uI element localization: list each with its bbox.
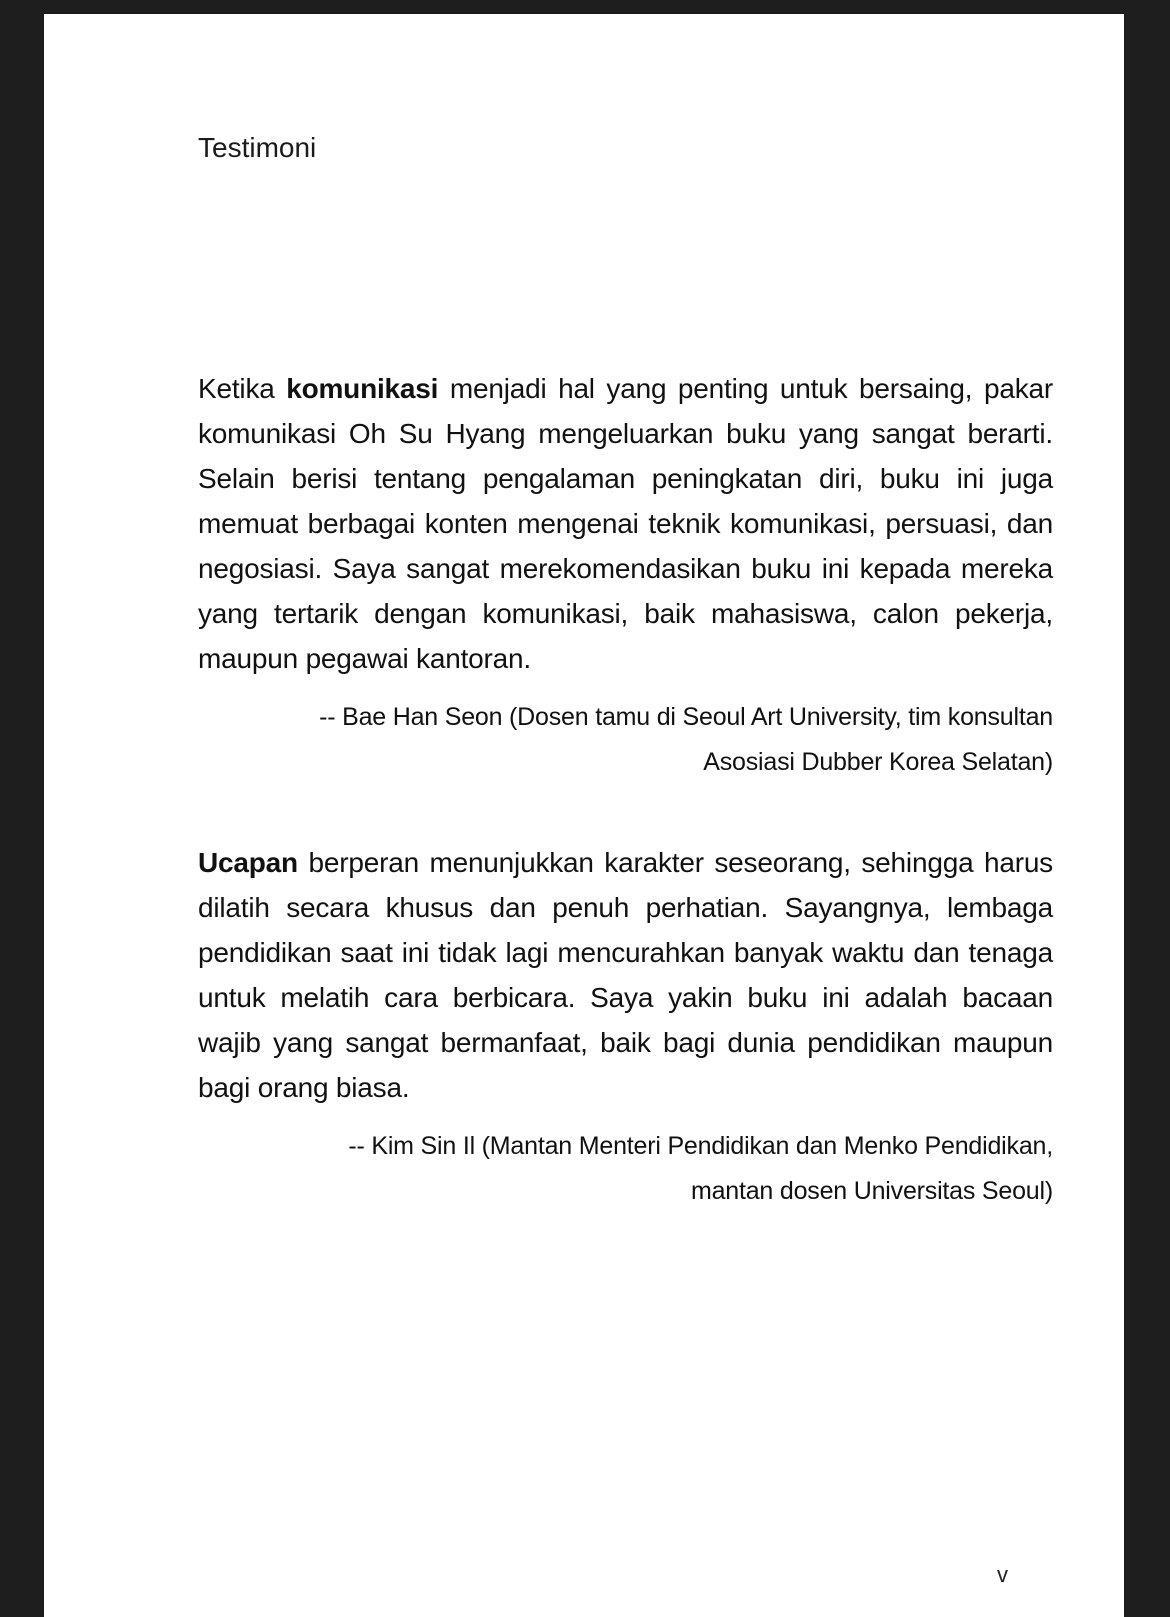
document-page <box>44 14 1124 1617</box>
attribution-line: mantan dosen Universitas Seoul) <box>690 1177 1053 1205</box>
quote-text-before: Ketika <box>198 373 287 404</box>
page-heading: Testimoni <box>198 132 317 163</box>
page-number: v <box>997 1562 1008 1587</box>
attribution-line: Asosiasi Dubber Korea Selatan) <box>703 748 1053 776</box>
testimonial-attribution <box>198 1124 1053 1214</box>
quote-text-after: menjadi hal yang penting untuk bersaing, pakar komunikasi Oh Su Hyang mengeluarkan buku yang sangat berarti. Selain berisi tentang pengalaman peningkatan diri, buku ini juga memuat berbagai konten mengenai teknik komunikasi, persuasi, dan negosiasi. Saya sangat merekomendasikan buku ini kepada mereka yang tertarik dengan komunikasi, baik mahasiswa, calon pekerja, maupun pegawai kantoran. <box>198 373 1054 674</box>
quote-text-after: berperan menunjukkan karakter seseorang, sehingga harus dilatih secara khusus dan penuh perhatian. Sayangnya, lembaga pendidikan saat ini tidak lagi mencurahkan banyak waktu dan tenaga untuk melatih cara berbicara. Saya yakin buku ini adalah bacaan wajib yang sangat bermanfaat, baik bagi dunia pendidikan maupun bagi orang biasa. <box>198 847 1053 1103</box>
testimonial-attribution <box>198 695 1053 785</box>
testimonial-quote <box>198 366 1053 681</box>
attribution-line: -- Kim Sin Il (Mantan Menteri Pendidikan dan Menko Pendidikan, <box>348 1132 1053 1160</box>
quote-keyword: komunikasi <box>286 373 439 404</box>
attribution-line: -- Bae Han Seon (Dosen tamu di Seoul Art University, tim konsultan <box>319 703 1053 731</box>
quote-keyword: Ucapan <box>198 847 298 878</box>
testimonial-quote <box>198 840 1053 1110</box>
testimonial <box>198 840 1053 1214</box>
testimonial <box>198 366 1053 785</box>
